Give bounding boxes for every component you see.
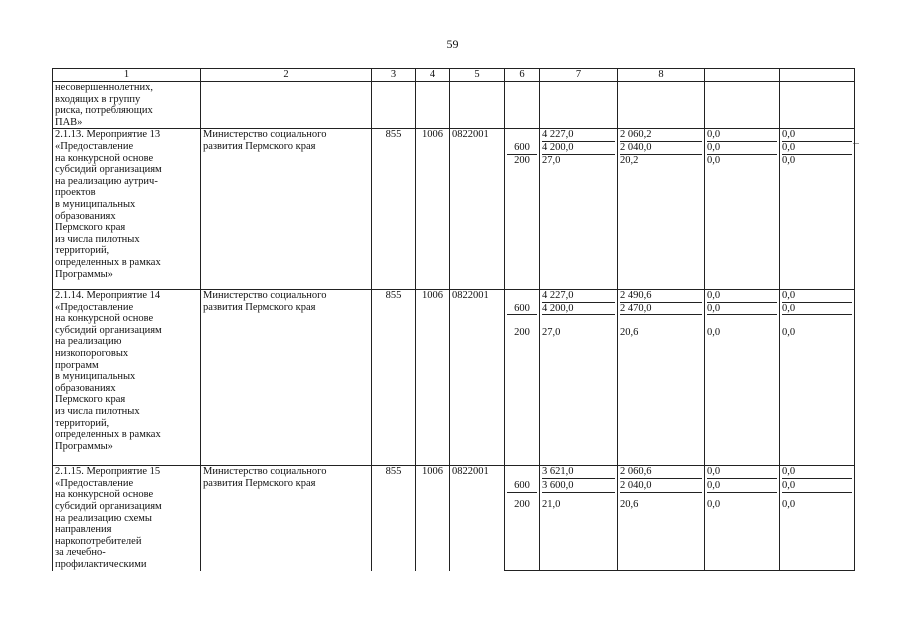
value-cell bbox=[705, 142, 780, 155]
value-cell bbox=[540, 155, 618, 290]
value: 200 bbox=[514, 499, 530, 511]
value: 0,0 bbox=[782, 154, 796, 166]
cell-line: Министерство социального bbox=[203, 290, 327, 302]
cell-line: развития Пермского края bbox=[203, 140, 316, 152]
empty-cell bbox=[618, 82, 705, 129]
value-cell bbox=[618, 480, 705, 499]
cell-line: Пермского края bbox=[55, 394, 126, 406]
cell-line: Министерство социального bbox=[203, 466, 327, 478]
value-cell bbox=[618, 142, 705, 155]
cell-line: входящих в группу bbox=[55, 93, 141, 105]
value: 600 bbox=[507, 303, 537, 316]
cell-line: Пермского края bbox=[55, 222, 126, 234]
cell-line: образованиях bbox=[55, 382, 116, 394]
value: 600 bbox=[507, 142, 537, 155]
table-row bbox=[53, 290, 855, 303]
value: 0,0 bbox=[782, 499, 796, 511]
cell-line: развития Пермского края bbox=[203, 477, 316, 489]
cell-line: территорий, bbox=[55, 245, 110, 257]
value: 4 200,0 bbox=[542, 142, 615, 155]
cell-line: на реализацию bbox=[55, 336, 122, 348]
value-cell bbox=[540, 480, 618, 499]
value-cell bbox=[618, 466, 705, 481]
cell-line: 2.1.15. Мероприятие 15 bbox=[55, 466, 161, 478]
cell-line: Программы» bbox=[55, 440, 113, 452]
col5-cell: 0822001 bbox=[450, 129, 505, 290]
value-cell bbox=[505, 290, 540, 303]
value-cell bbox=[618, 290, 705, 303]
cell-line: развития Пермского края bbox=[203, 301, 316, 313]
cell-line: определенных в рамках bbox=[55, 429, 161, 441]
value-cell bbox=[540, 327, 618, 466]
value-cell bbox=[540, 303, 618, 327]
value: 0,0 bbox=[707, 326, 721, 338]
value: 0,0 bbox=[782, 466, 852, 479]
value: 2 470,0 bbox=[620, 303, 702, 316]
col4-cell: 1006 bbox=[416, 466, 450, 571]
cell-line: за лечебно- bbox=[55, 547, 106, 559]
col3-cell: 855 bbox=[372, 290, 416, 466]
value-cell bbox=[780, 290, 855, 303]
value: 0,0 bbox=[707, 480, 777, 493]
value: 27,0 bbox=[542, 326, 561, 338]
cell-line: из числа пилотных bbox=[55, 406, 140, 417]
value: 0,0 bbox=[782, 142, 852, 155]
cell-line: «Предоставление bbox=[55, 301, 134, 313]
value-cell bbox=[705, 480, 780, 499]
value: 2 060,6 bbox=[620, 466, 702, 479]
cell-line: программ bbox=[55, 359, 99, 371]
value: 2 060,2 bbox=[620, 129, 702, 142]
column-header bbox=[780, 69, 855, 82]
value-cell bbox=[705, 499, 780, 570]
column-header: 1 bbox=[53, 69, 201, 82]
value: 2 040,0 bbox=[620, 480, 702, 493]
cell-line: в муниципальных bbox=[55, 371, 136, 383]
value-cell bbox=[505, 480, 540, 499]
value: 3 600,0 bbox=[542, 480, 615, 493]
value: 20,6 bbox=[620, 499, 639, 511]
value-cell bbox=[618, 327, 705, 466]
value-cell bbox=[780, 303, 855, 327]
value-cell bbox=[618, 303, 705, 327]
value: 0,0 bbox=[707, 303, 777, 316]
header-row bbox=[53, 69, 855, 82]
cell-line: 2.1.13. Мероприятие 13 bbox=[55, 129, 161, 141]
value: 27,0 bbox=[542, 154, 561, 166]
column-header: 4 bbox=[416, 69, 450, 82]
value-cell bbox=[505, 499, 540, 570]
value: 0,0 bbox=[707, 142, 777, 155]
executor-cell bbox=[201, 290, 372, 466]
executor-cell bbox=[201, 466, 372, 571]
value-cell bbox=[540, 499, 618, 570]
cell-line: на конкурсной основе bbox=[55, 489, 154, 501]
value-cell bbox=[705, 155, 780, 290]
value: 0,0 bbox=[707, 499, 721, 511]
value: 0,0 bbox=[707, 466, 777, 479]
value: 4 227,0 bbox=[542, 290, 615, 303]
column-header: 8 bbox=[618, 69, 705, 82]
budget-table bbox=[52, 68, 855, 571]
col3-cell: 855 bbox=[372, 466, 416, 571]
activity-cell bbox=[53, 82, 201, 129]
value-cell bbox=[540, 129, 618, 142]
value: 4 200,0 bbox=[542, 303, 615, 316]
value-cell bbox=[780, 327, 855, 466]
cell-line: 2.1.14. Мероприятие 14 bbox=[55, 290, 161, 302]
cell-line: профилактическими bbox=[55, 558, 147, 570]
empty-cell bbox=[505, 82, 540, 129]
value-cell bbox=[505, 155, 540, 290]
table-row bbox=[53, 466, 855, 481]
continuation-row bbox=[53, 82, 855, 129]
cell-line: субсидий организациям bbox=[55, 324, 162, 336]
value-cell bbox=[618, 129, 705, 142]
value-cell bbox=[505, 142, 540, 155]
value-cell bbox=[540, 466, 618, 481]
empty-cell bbox=[372, 82, 416, 129]
column-header bbox=[705, 69, 780, 82]
cell-line: на конкурсной основе bbox=[55, 313, 154, 325]
cell-line: риска, потребляющих bbox=[55, 105, 153, 117]
cell-line: определенных в рамках bbox=[55, 256, 161, 268]
value: 0,0 bbox=[707, 290, 777, 303]
cell-line: наркопотребителей bbox=[55, 535, 142, 547]
cell-line: «Предоставление bbox=[55, 477, 134, 489]
value: 0,0 bbox=[707, 129, 777, 142]
value: 0,0 bbox=[782, 129, 852, 142]
column-header: 3 bbox=[372, 69, 416, 82]
value: 200 bbox=[514, 154, 530, 166]
value-cell bbox=[705, 327, 780, 466]
cell-line: Министерство социального bbox=[203, 129, 327, 141]
page-number: 59 bbox=[446, 37, 459, 51]
empty-cell bbox=[416, 82, 450, 129]
cell-line: направления bbox=[55, 524, 112, 536]
col5-cell: 0822001 bbox=[450, 290, 505, 466]
cell-line: на конкурсной основе bbox=[55, 152, 154, 164]
value-cell bbox=[780, 142, 855, 155]
empty-cell bbox=[201, 82, 372, 129]
cell-line: проектов bbox=[55, 187, 96, 199]
cell-line: в муниципальных bbox=[55, 198, 136, 210]
value: 20,2 bbox=[620, 154, 639, 166]
cell-line: на реализацию аутрич- bbox=[55, 175, 158, 187]
value-cell bbox=[780, 466, 855, 481]
column-header: 7 bbox=[540, 69, 618, 82]
cell-line: несовершеннолетних, bbox=[55, 82, 153, 93]
value: 0,0 bbox=[707, 154, 721, 166]
value: 20,6 bbox=[620, 326, 639, 338]
column-header: 2 bbox=[201, 69, 372, 82]
executor-cell bbox=[201, 129, 372, 290]
column-header: 5 bbox=[450, 69, 505, 82]
empty-cell bbox=[540, 82, 618, 129]
cell-line: низкопороговых bbox=[55, 348, 129, 360]
empty-cell bbox=[705, 82, 780, 129]
value-cell bbox=[618, 155, 705, 290]
value-cell bbox=[780, 480, 855, 499]
value: 200 bbox=[514, 326, 530, 338]
value: 21,0 bbox=[542, 499, 561, 511]
cell-line: ПАВ» bbox=[55, 116, 83, 128]
value-cell bbox=[780, 129, 855, 142]
activity-cell bbox=[53, 290, 201, 466]
empty-cell bbox=[450, 82, 505, 129]
cell-line: на реализацию схемы bbox=[55, 512, 152, 524]
value-cell bbox=[780, 499, 855, 570]
cell-line: образованиях bbox=[55, 210, 116, 222]
activity-cell bbox=[53, 466, 201, 571]
value: 0,0 bbox=[782, 326, 796, 338]
cell-line: субсидий организациям bbox=[55, 500, 162, 512]
col4-cell: 1006 bbox=[416, 290, 450, 466]
value-cell bbox=[705, 466, 780, 481]
value: 0,0 bbox=[782, 303, 852, 316]
cell-line: «Предоставление bbox=[55, 140, 134, 152]
col4-cell: 1006 bbox=[416, 129, 450, 290]
value-cell bbox=[705, 290, 780, 303]
value-cell bbox=[505, 466, 540, 481]
value: 2 490,6 bbox=[620, 290, 702, 303]
cell-line: субсидий организациям bbox=[55, 164, 162, 176]
col5-cell: 0822001 bbox=[450, 466, 505, 571]
cell-line: Программы» bbox=[55, 268, 113, 280]
empty-cell bbox=[780, 82, 855, 129]
value: 4 227,0 bbox=[542, 129, 615, 142]
value: 3 621,0 bbox=[542, 466, 615, 479]
cell-line: территорий, bbox=[55, 417, 110, 429]
value-cell bbox=[705, 303, 780, 327]
value-cell bbox=[505, 303, 540, 327]
value: 600 bbox=[507, 480, 537, 493]
value: 2 040,0 bbox=[620, 142, 702, 155]
value-cell bbox=[540, 142, 618, 155]
value-cell bbox=[618, 499, 705, 570]
value: 0,0 bbox=[782, 480, 852, 493]
column-header: 6 bbox=[505, 69, 540, 82]
table-row bbox=[53, 129, 855, 142]
value-cell bbox=[505, 129, 540, 142]
activity-cell bbox=[53, 129, 201, 290]
value-cell bbox=[705, 129, 780, 142]
value: 0,0 bbox=[782, 290, 852, 303]
value-cell bbox=[540, 290, 618, 303]
cell-line: из числа пилотных bbox=[55, 233, 140, 245]
value-cell bbox=[780, 155, 855, 290]
value-cell bbox=[505, 327, 540, 466]
col3-cell: 855 bbox=[372, 129, 416, 290]
